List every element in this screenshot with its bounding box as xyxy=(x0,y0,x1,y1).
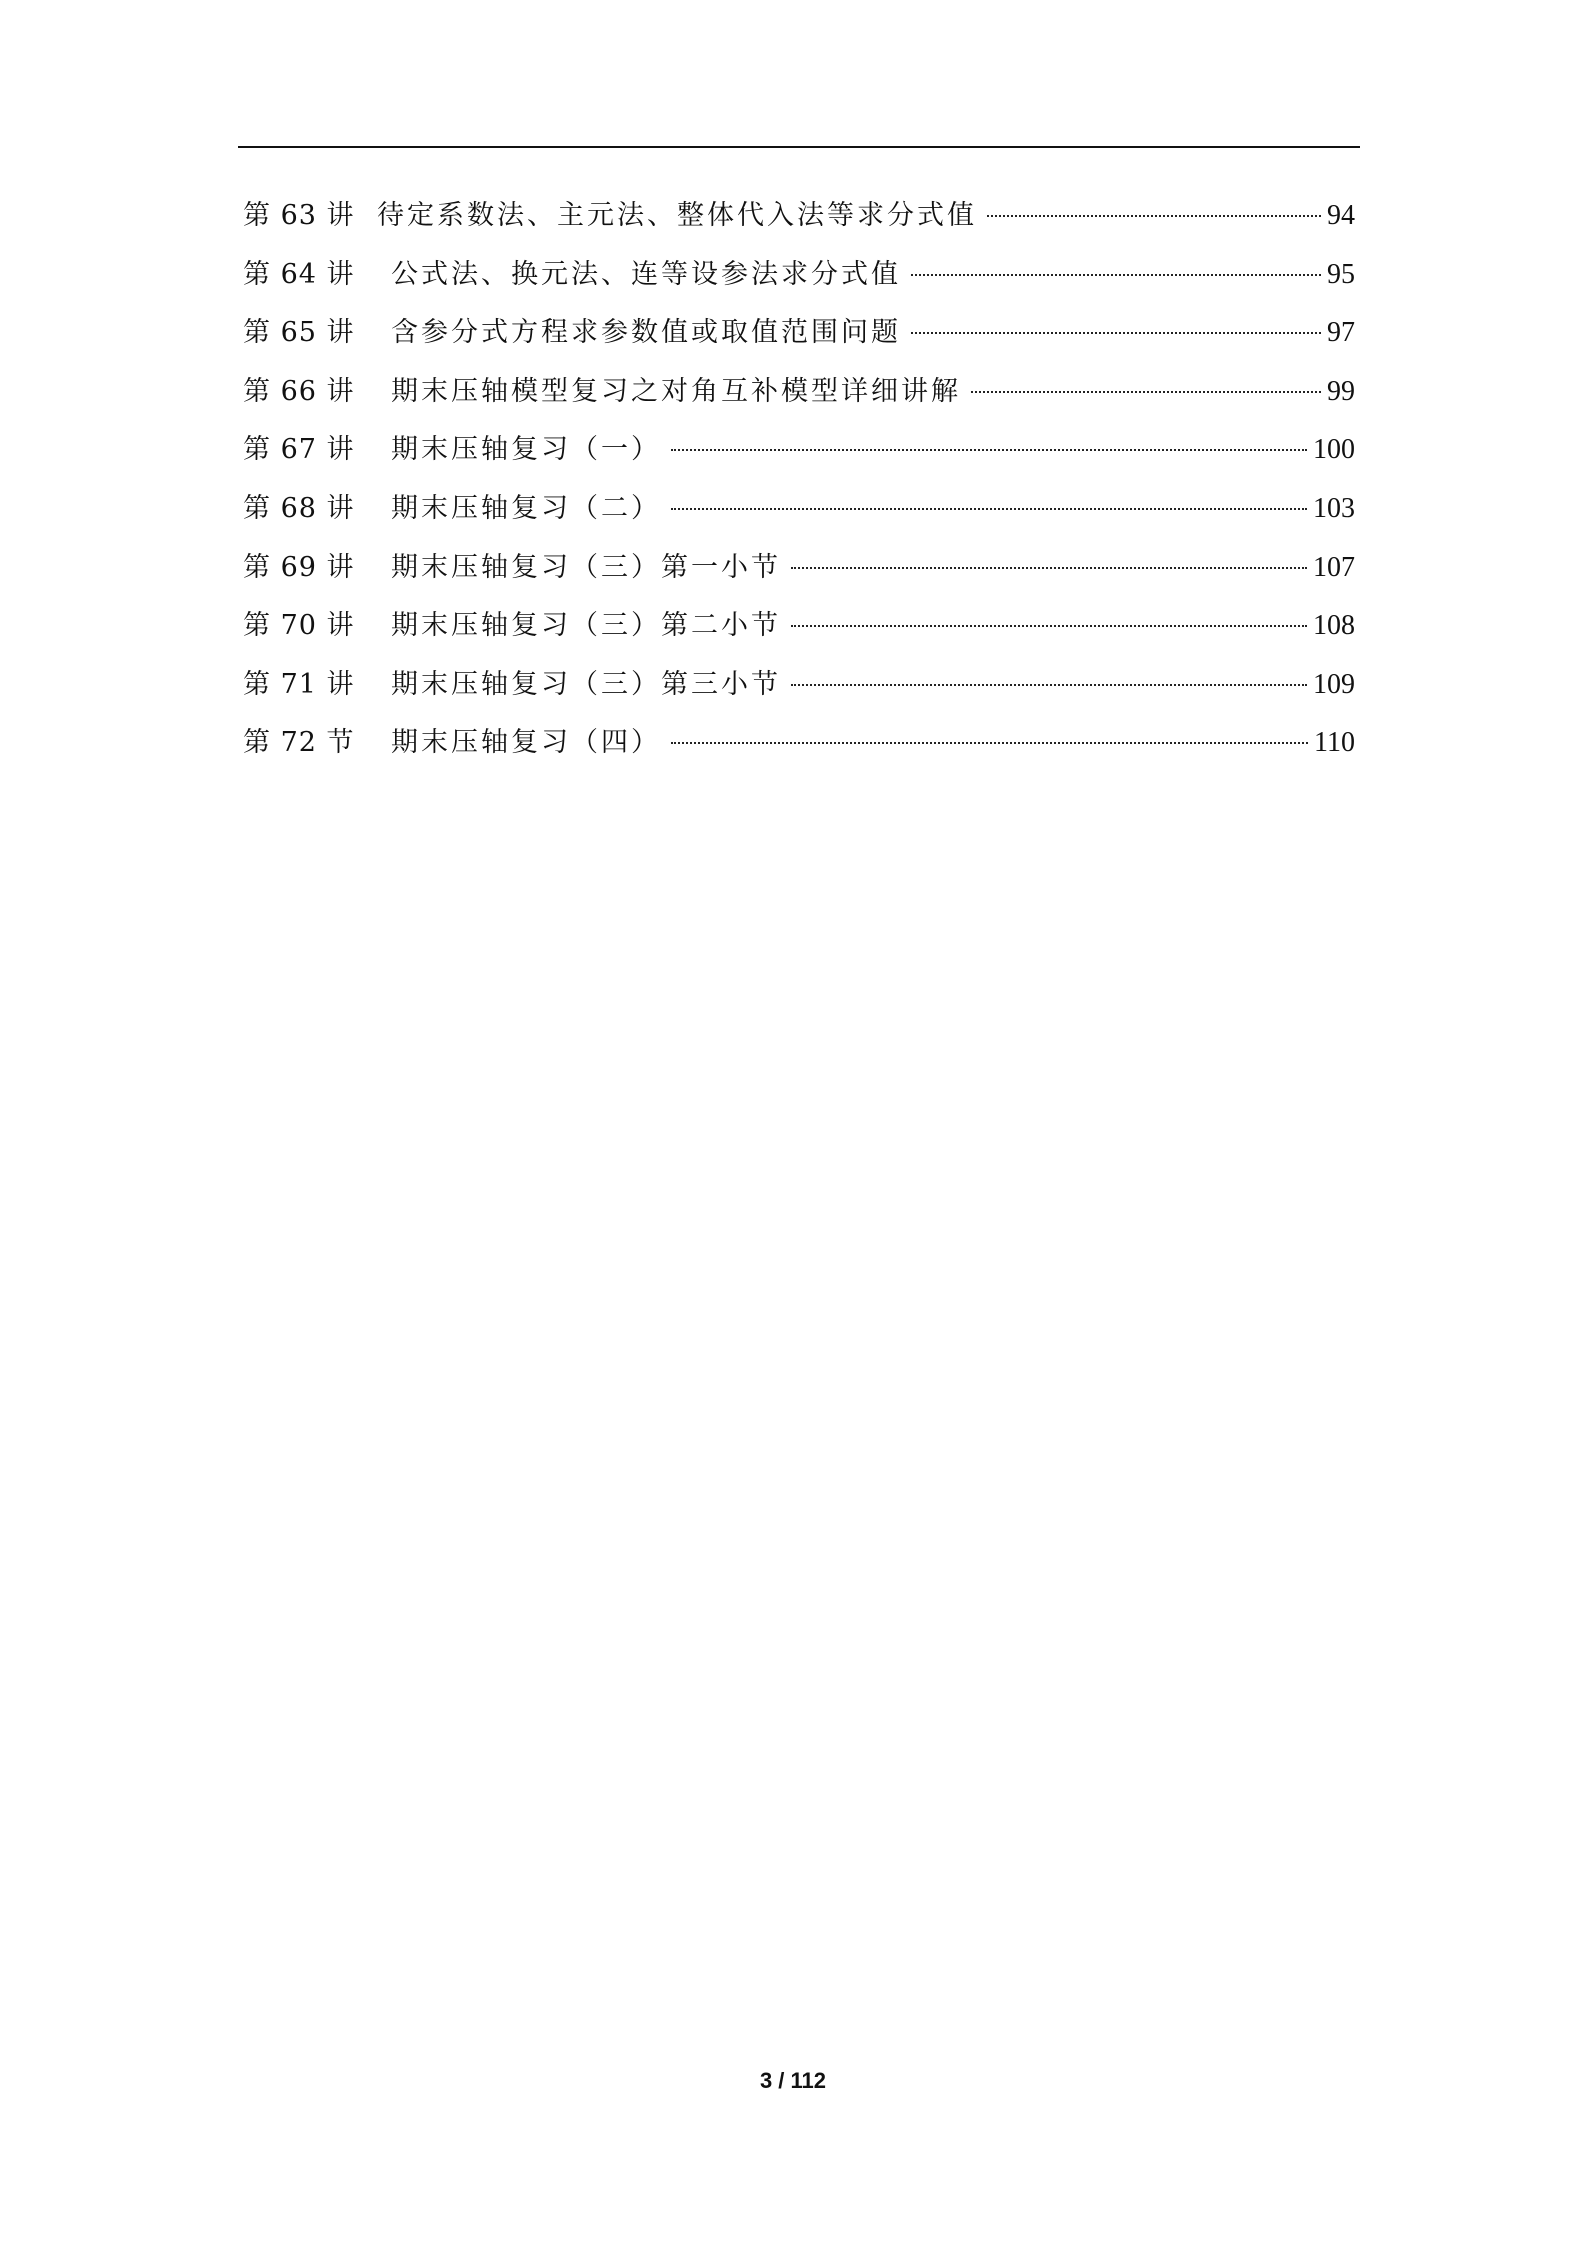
toc-entry-number: 第 69 讲 xyxy=(243,551,355,583)
toc-entry[interactable] xyxy=(243,665,1355,724)
toc-entry-title: 期末压轴复习（二） xyxy=(391,492,661,524)
toc-entry-number: 第 66 讲 xyxy=(243,375,355,407)
toc-entry-page: 95 xyxy=(1327,258,1355,290)
toc-entry-title: 期末压轴复习（三）第三小节 xyxy=(391,668,781,700)
toc-entry-title: 公式法、换元法、连等设参法求分式值 xyxy=(391,258,901,290)
toc-entry[interactable] xyxy=(243,548,1355,607)
toc-entry[interactable] xyxy=(243,430,1355,489)
toc-dot-leader xyxy=(671,449,1307,451)
toc-entry-number: 第 72 节 xyxy=(243,727,355,759)
toc-entry-number: 第 65 讲 xyxy=(243,317,355,349)
toc-entry-page: 103 xyxy=(1313,492,1355,524)
toc-entry-number: 第 63 讲 xyxy=(243,200,355,231)
toc-entry-title: 期末压轴复习（三）第二小节 xyxy=(391,610,781,642)
toc-entry[interactable] xyxy=(243,723,1355,782)
toc-entry-page: 107 xyxy=(1313,551,1355,583)
toc-entry[interactable] xyxy=(243,313,1355,372)
toc-dot-leader xyxy=(671,508,1307,510)
toc-entry[interactable] xyxy=(243,196,1355,255)
toc-entry[interactable] xyxy=(243,489,1355,548)
page-number-footer: 3 / 112 xyxy=(759,2068,827,2093)
toc-entry[interactable] xyxy=(243,606,1355,665)
toc-entry[interactable] xyxy=(243,372,1355,431)
toc-entry-page: 109 xyxy=(1313,668,1355,700)
toc-entry-number: 第 64 讲 xyxy=(243,258,355,290)
toc-dot-leader xyxy=(911,274,1321,276)
toc-entry-page: 94 xyxy=(1327,200,1355,231)
header-rule xyxy=(238,146,1360,148)
toc-entry-title: 期末压轴复习（一） xyxy=(391,434,661,466)
toc-dot-leader xyxy=(911,332,1321,334)
toc-dot-leader xyxy=(791,625,1307,627)
toc-entry-page: 99 xyxy=(1327,375,1355,407)
toc-dot-leader xyxy=(791,567,1307,569)
toc-entry-title: 期末压轴模型复习之对角互补模型详细讲解 xyxy=(391,375,961,407)
toc-entry-page: 108 xyxy=(1313,610,1355,642)
toc-entry-title: 待定系数法、主元法、整体代入法等求分式值 xyxy=(377,200,977,231)
toc-entry-number: 第 68 讲 xyxy=(243,492,355,524)
toc-entry-number: 第 70 讲 xyxy=(243,610,355,642)
toc-dot-leader xyxy=(971,391,1321,393)
toc-entry[interactable] xyxy=(243,255,1355,314)
toc-entry-title: 期末压轴复习（四） xyxy=(391,727,661,759)
toc-entry-page: 110 xyxy=(1314,727,1355,759)
toc-entry-page: 100 xyxy=(1313,434,1355,466)
table-of-contents xyxy=(243,196,1355,782)
toc-entry-number: 第 67 讲 xyxy=(243,434,355,466)
toc-entry-number: 第 71 讲 xyxy=(243,668,355,700)
toc-entry-title: 含参分式方程求参数值或取值范围问题 xyxy=(391,317,901,349)
toc-dot-leader xyxy=(671,742,1308,744)
toc-entry-title: 期末压轴复习（三）第一小节 xyxy=(391,551,781,583)
toc-dot-leader xyxy=(791,684,1307,686)
toc-entry-page: 97 xyxy=(1327,317,1355,349)
toc-dot-leader xyxy=(987,215,1321,217)
